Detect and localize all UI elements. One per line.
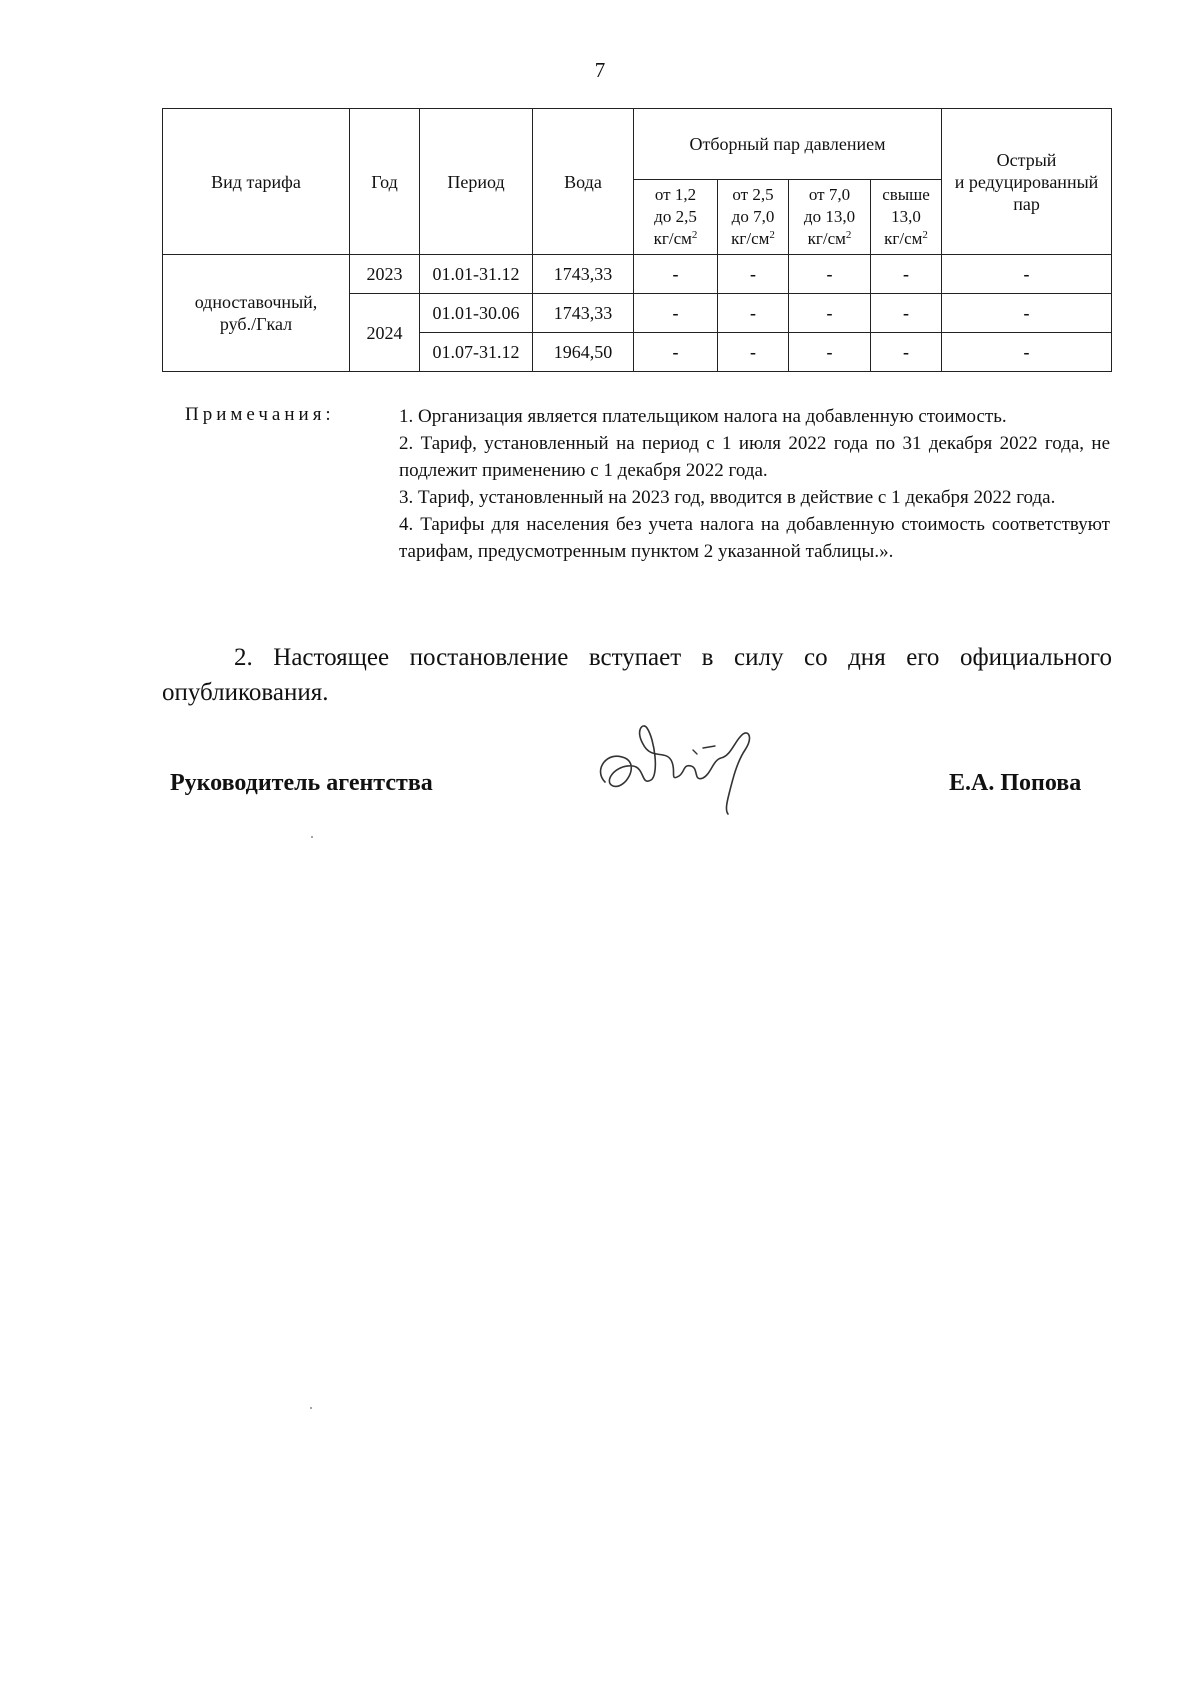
header-sharp-line3: пар [1013, 193, 1040, 214]
pressure-4-cell: - [871, 333, 942, 372]
pressure-2-from: от 2,5 [732, 185, 774, 204]
pressure-3-exp: 2 [845, 229, 852, 241]
pressure-4-exp: 2 [922, 229, 928, 241]
tariff-type-line2: руб./Гкал [219, 314, 293, 334]
pressure-1-cell: - [634, 294, 718, 333]
pressure-4-cell: - [871, 255, 942, 294]
header-pressure-1 [634, 180, 718, 255]
note-item: 1. Организация является плательщиком налога на добавленную стоимость. [399, 406, 1007, 427]
pressure-4-unit: кг/см [884, 229, 923, 248]
table-row [163, 255, 1112, 294]
header-sharp-line2: и редуцированный [954, 171, 1099, 192]
header-pressure-2 [718, 180, 789, 255]
tariff-table [162, 108, 1112, 372]
year-cell: 2023 [350, 255, 420, 294]
sharp-steam-cell: - [942, 255, 1112, 294]
pressure-3-to: до 13,0 [803, 207, 856, 226]
pressure-2-cell: - [718, 255, 789, 294]
notes-list [399, 403, 1110, 565]
pressure-1-unit-line [634, 228, 717, 250]
header-water: Вода [533, 109, 634, 255]
pressure-4-from: свыше [882, 185, 930, 204]
tariff-type-cell [163, 255, 350, 372]
pressure-4-to: 13,0 [891, 207, 921, 226]
year-cell: 2024 [350, 294, 420, 372]
header-steam-group: Отборный пар давлением [634, 109, 942, 180]
header-pressure-4 [871, 180, 942, 255]
pressure-2-cell: - [718, 333, 789, 372]
period-cell: 01.01-31.12 [420, 255, 533, 294]
header-pressure-3 [789, 180, 871, 255]
header-period: Период [420, 109, 533, 255]
pressure-1-unit: кг/см [653, 229, 692, 248]
header-sharp-steam [942, 109, 1112, 255]
pressure-2-unit: кг/см [731, 229, 770, 248]
notes-label: Примечания: [185, 404, 335, 425]
header-tariff-type: Вид тарифа [163, 109, 350, 255]
header-sharp-line1: Острый [996, 149, 1057, 170]
signer-name: Е.А. Попова [949, 770, 1082, 796]
scan-speck [311, 836, 313, 838]
pressure-2-to: до 7,0 [731, 207, 775, 226]
period-cell: 01.01-30.06 [420, 294, 533, 333]
pressure-1-to: до 2,5 [654, 207, 697, 226]
pressure-3-cell: - [789, 294, 871, 333]
signature-image [585, 720, 775, 820]
signer-title: Руководитель агентства [170, 770, 433, 796]
note-item: 4. Тарифы для населения без учета налога на добавленную стоимость соответствуют тарифам, предусмотренным пунктом 2 указанной таблицы.». [399, 514, 1110, 562]
water-cell: 1743,33 [533, 255, 634, 294]
note-item: 3. Тариф, установленный на 2023 год, вводится в действие с 1 декабря 2022 года. [399, 487, 1056, 508]
pressure-1-cell: - [634, 255, 718, 294]
table-header-row [163, 109, 1112, 180]
header-year: Год [350, 109, 420, 255]
pressure-1-from: от 1,2 [654, 185, 697, 204]
pressure-1-exp: 2 [691, 229, 698, 241]
pressure-1-cell: - [634, 333, 718, 372]
period-cell: 01.07-31.12 [420, 333, 533, 372]
effective-clause: 2. Настоящее постановление вступает в силу со дня его официального опубликования. [162, 644, 1112, 706]
sharp-steam-cell: - [942, 294, 1112, 333]
water-cell: 1964,50 [533, 333, 634, 372]
pressure-2-unit-line [718, 228, 788, 250]
sharp-steam-cell: - [942, 333, 1112, 372]
pressure-3-from: от 7,0 [808, 185, 851, 204]
tariff-type-line1: одноставочный, [194, 292, 318, 312]
pressure-3-unit-line [789, 228, 870, 250]
scan-speck [310, 1407, 312, 1409]
pressure-2-exp: 2 [769, 229, 775, 241]
page-number: 7 [594, 58, 606, 82]
pressure-3-unit: кг/см [807, 229, 846, 248]
pressure-4-cell: - [871, 294, 942, 333]
pressure-2-cell: - [718, 294, 789, 333]
note-item: 2. Тариф, установленный на период с 1 июля 2022 года по 31 декабря 2022 года, не подлежит применению с 1 декабря 2022 года. [399, 433, 1110, 481]
water-cell: 1743,33 [533, 294, 634, 333]
pressure-3-cell: - [789, 255, 871, 294]
pressure-4-unit-line [871, 228, 941, 250]
pressure-3-cell: - [789, 333, 871, 372]
